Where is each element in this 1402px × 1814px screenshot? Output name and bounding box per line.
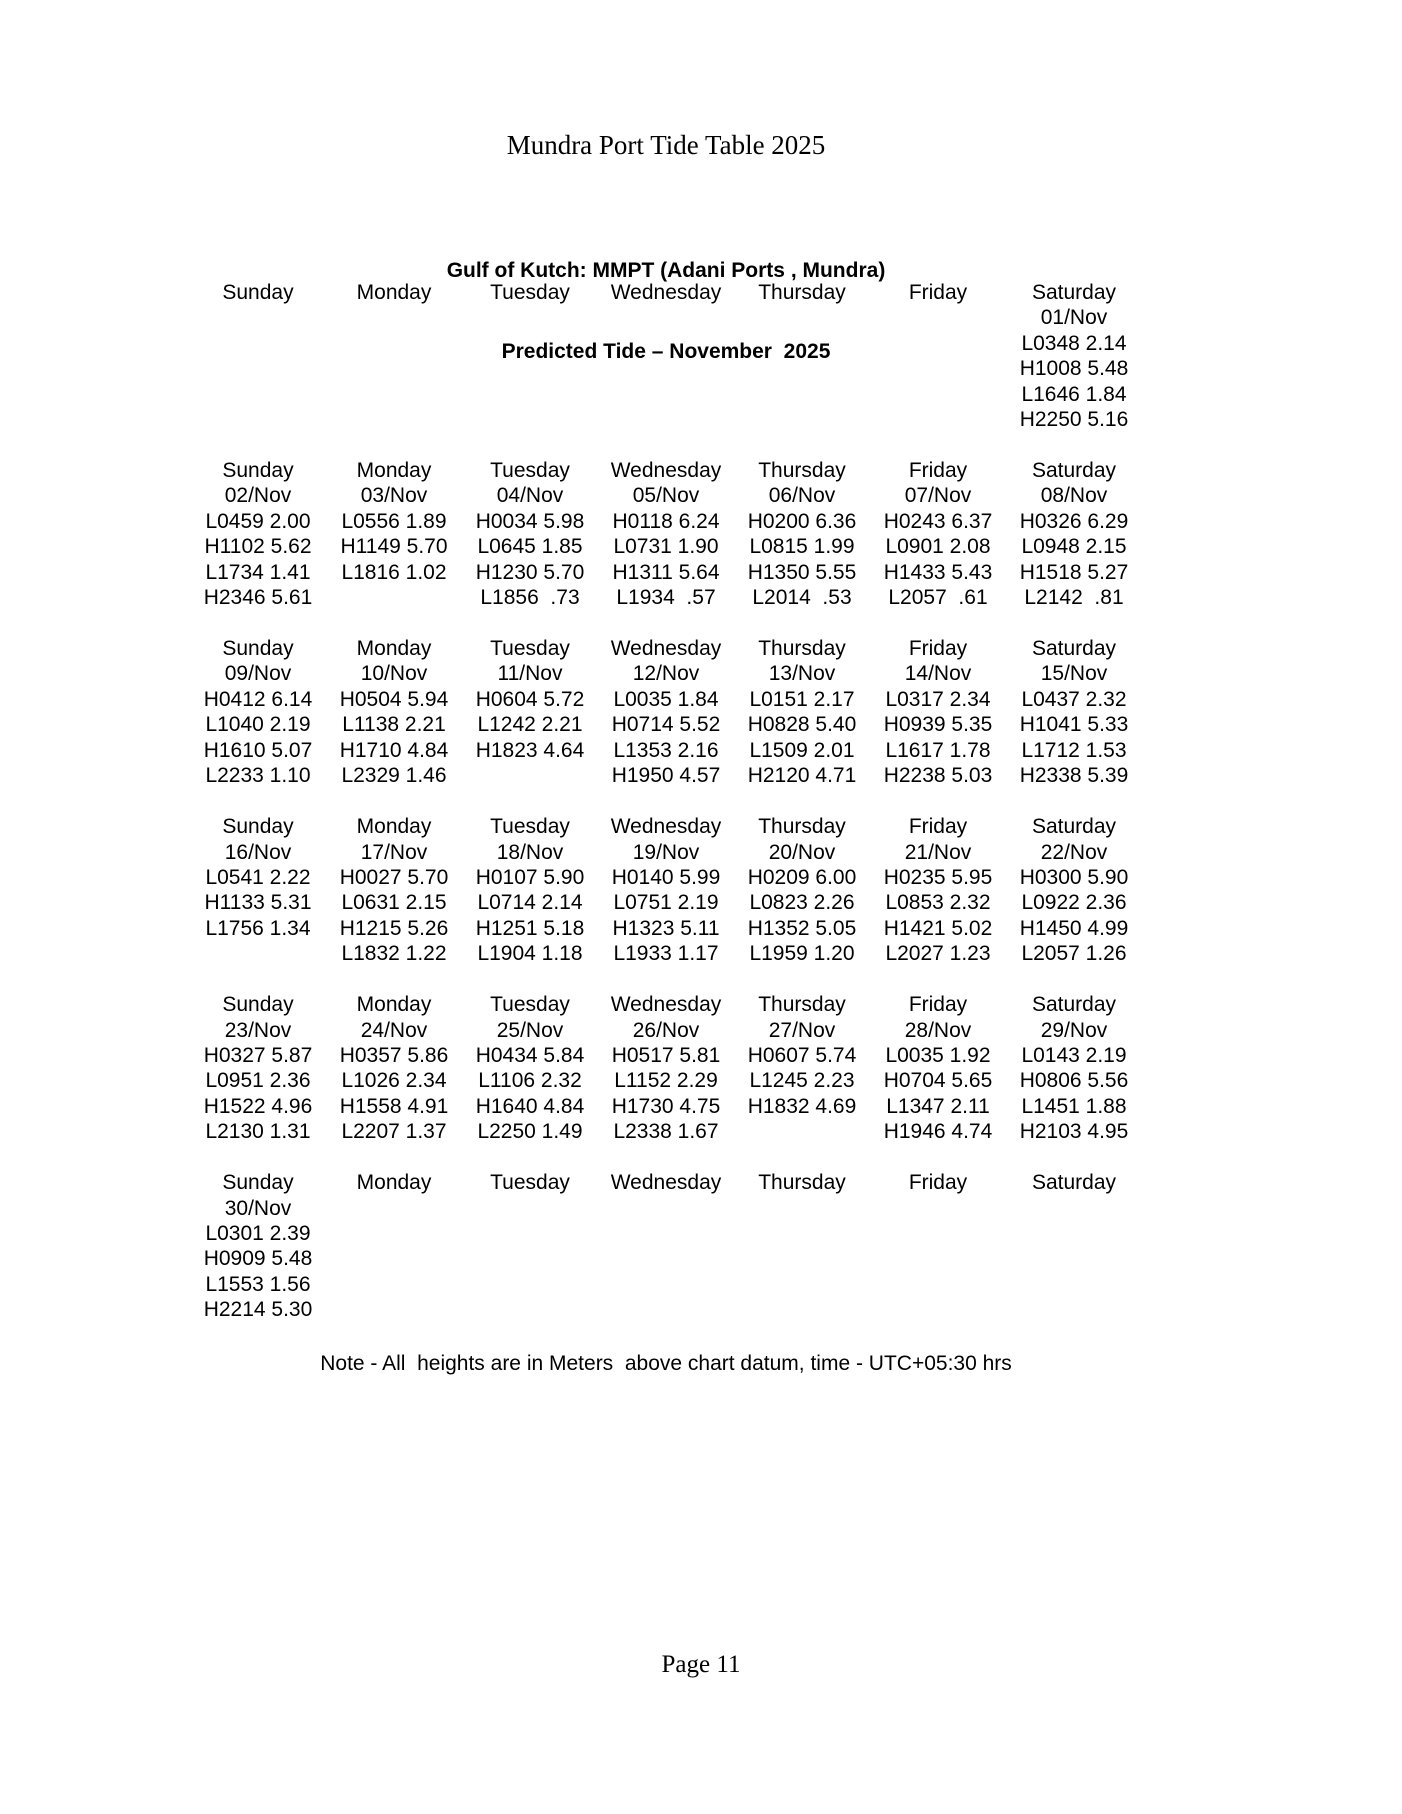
day-date: 23/Nov (224, 1018, 292, 1042)
day-date: 21/Nov (904, 840, 972, 864)
tide-entry: H1518 5.27 (1019, 560, 1129, 584)
tide-entry: L1347 2.11 (886, 1094, 990, 1118)
day-cell (734, 814, 870, 966)
day-cell (870, 1170, 1006, 1322)
day-cell (598, 458, 734, 610)
day-date: 06/Nov (768, 484, 836, 508)
day-cell (598, 280, 734, 432)
day-name: Sunday (222, 281, 294, 304)
day-date: 02/Nov (224, 484, 292, 508)
day-date: 14/Nov (904, 662, 972, 686)
tide-entry: L0301 2.39 (205, 1221, 311, 1245)
tide-entry: L0815 1.99 (749, 535, 855, 559)
day-cell (326, 992, 462, 1144)
day-date: 13/Nov (768, 662, 836, 686)
day-name: Thursday (758, 1171, 846, 1195)
day-cell (734, 636, 870, 788)
tide-entry: H0243 6.37 (883, 509, 993, 533)
tide-entry: L1040 2.19 (205, 713, 311, 737)
day-cell (870, 992, 1006, 1144)
tide-entry: H2346 5.61 (203, 586, 313, 610)
tide-entry: L2338 1.67 (613, 1120, 719, 1144)
tide-entry: L0143 2.19 (1021, 1043, 1127, 1067)
tide-entry: H2338 5.39 (1019, 764, 1129, 788)
day-cell (1006, 636, 1142, 788)
tide-entry: L2130 1.31 (205, 1120, 311, 1144)
day-date: 08/Nov (1040, 484, 1108, 508)
day-name: Friday (908, 1171, 968, 1195)
day-cell (462, 280, 598, 432)
day-date: 10/Nov (360, 662, 428, 686)
day-cell (870, 636, 1006, 788)
day-date: 28/Nov (904, 1018, 972, 1042)
tide-entry: H0140 5.99 (611, 865, 721, 889)
tide-entry: L0459 2.00 (205, 509, 311, 533)
day-name: Wednesday (610, 993, 722, 1017)
day-name: Saturday (1031, 1171, 1117, 1195)
tide-entry: H0300 5.90 (1019, 865, 1129, 889)
day-name: Wednesday (610, 459, 722, 483)
tide-entry: L0645 1.85 (477, 535, 583, 559)
tide-entry: L0556 1.89 (341, 509, 447, 533)
tide-entry: H0607 5.74 (747, 1043, 857, 1067)
tide-entry: L1959 1.20 (749, 942, 855, 966)
tide-entry: L2250 1.49 (477, 1120, 583, 1144)
tide-entry: H1832 4.69 (747, 1094, 857, 1118)
day-name: Sunday (222, 459, 294, 483)
day-name: Wednesday (610, 815, 722, 839)
day-cell (190, 814, 326, 966)
day-name: Tuesday (490, 637, 570, 661)
day-name: Thursday (758, 637, 846, 661)
day-name: Thursday (758, 815, 846, 839)
tide-entry: L2142 .81 (1024, 586, 1124, 610)
tide-entry: L0437 2.32 (1021, 687, 1127, 711)
day-name: Tuesday (490, 993, 570, 1017)
day-name: Tuesday (490, 281, 570, 304)
tide-entry: L0631 2.15 (341, 891, 447, 915)
day-name: Sunday (222, 1171, 294, 1195)
week-row (190, 636, 1142, 788)
tide-entry: L1245 2.23 (749, 1069, 855, 1093)
tide-entry: H1311 5.64 (612, 560, 720, 584)
tide-entry: H2250 5.16 (1019, 408, 1129, 432)
day-date: 19/Nov (632, 840, 700, 864)
tide-entry: L2014 .53 (752, 586, 852, 610)
day-cell (870, 458, 1006, 610)
tide-entry: L1816 1.02 (341, 560, 447, 584)
day-name: Saturday (1031, 993, 1117, 1017)
tide-entry: L2329 1.46 (341, 764, 447, 788)
week-row (190, 280, 1142, 432)
day-cell (190, 636, 326, 788)
day-cell (598, 636, 734, 788)
tide-entry: H2214 5.30 (203, 1298, 313, 1322)
day-name: Sunday (222, 993, 294, 1017)
day-name: Thursday (758, 459, 846, 483)
tide-entry: H0434 5.84 (475, 1043, 585, 1067)
tide-entry: H1149 5.70 (340, 535, 448, 559)
day-name: Monday (356, 993, 432, 1017)
day-date: 04/Nov (496, 484, 564, 508)
tide-entry: H1946 4.74 (883, 1120, 993, 1144)
week-row (190, 814, 1142, 966)
day-cell (598, 1170, 734, 1322)
tide-entry: H1421 5.02 (883, 916, 993, 940)
tide-entry: H0235 5.95 (883, 865, 993, 889)
tide-entry: H0200 6.36 (747, 509, 857, 533)
tide-entry: L0348 2.14 (1021, 331, 1127, 355)
day-name: Saturday (1031, 637, 1117, 661)
tide-entry: H1710 4.84 (339, 738, 449, 762)
day-cell (462, 458, 598, 610)
tide-entry: L0922 2.36 (1021, 891, 1127, 915)
day-name: Wednesday (610, 281, 722, 304)
day-cell (870, 280, 1006, 432)
day-cell (190, 992, 326, 1144)
page-number: Page 11 (661, 1651, 741, 1678)
tide-entry: L1934 .57 (616, 586, 716, 610)
day-cell (1006, 814, 1142, 966)
tide-entry: L0823 2.26 (749, 891, 855, 915)
tide-entry: H0939 5.35 (883, 713, 993, 737)
day-name: Monday (356, 459, 432, 483)
week-row (190, 1170, 1142, 1322)
tide-entry: H1522 4.96 (203, 1094, 313, 1118)
tide-entry: H0357 5.86 (339, 1043, 449, 1067)
tide-entry: L2027 1.23 (885, 942, 991, 966)
tide-entry: L1712 1.53 (1021, 738, 1127, 762)
tide-entry: L1646 1.84 (1021, 382, 1127, 406)
day-cell (1006, 992, 1142, 1144)
day-cell (734, 458, 870, 610)
day-cell (870, 814, 1006, 966)
day-name: Friday (908, 637, 968, 661)
tide-entry: H1352 5.05 (747, 916, 857, 940)
tide-entry: L0714 2.14 (477, 891, 583, 915)
tide-entry: H2238 5.03 (883, 764, 993, 788)
day-name: Sunday (222, 637, 294, 661)
day-date: 05/Nov (632, 484, 700, 508)
tide-entry: H0806 5.56 (1019, 1069, 1129, 1093)
tide-entry: L1832 1.22 (341, 942, 447, 966)
page-title: Mundra Port Tide Table 2025 (506, 130, 826, 160)
tide-entry: H0326 6.29 (1019, 509, 1129, 533)
tide-entry: L1734 1.41 (205, 560, 311, 584)
tide-entry: H0517 5.81 (611, 1043, 721, 1067)
day-date: 27/Nov (768, 1018, 836, 1042)
tide-entry: L0948 2.15 (1021, 535, 1127, 559)
day-date: 30/Nov (224, 1196, 292, 1220)
day-cell (598, 992, 734, 1144)
tide-entry: L0731 1.90 (613, 535, 719, 559)
day-cell (462, 636, 598, 788)
subtitle-period: Predicted Tide – November 2025 (501, 340, 831, 363)
day-date: 03/Nov (360, 484, 428, 508)
day-cell (326, 814, 462, 966)
day-name: Monday (356, 637, 432, 661)
tide-entry: H1102 5.62 (204, 535, 312, 559)
week-row (190, 992, 1142, 1144)
day-cell (326, 1170, 462, 1322)
day-cell (1006, 1170, 1142, 1322)
day-cell (326, 280, 462, 432)
tide-entry: L1856 .73 (480, 586, 580, 610)
tide-entry: L1242 2.21 (477, 713, 583, 737)
tide-entry: H0412 6.14 (203, 687, 313, 711)
tide-entry: L2057 1.26 (1021, 942, 1127, 966)
tide-entry: L1138 2.21 (342, 713, 446, 737)
tide-entry: H0828 5.40 (747, 713, 857, 737)
tide-entry: H0714 5.52 (611, 713, 721, 737)
tide-entry: L1904 1.18 (477, 942, 583, 966)
tide-entry: L0035 1.92 (885, 1043, 991, 1067)
day-cell (734, 280, 870, 432)
day-cell (190, 458, 326, 610)
tide-entry: H1041 5.33 (1019, 713, 1129, 737)
tide-entry: L2057 .61 (888, 586, 988, 610)
tide-entry: H1323 5.11 (612, 916, 720, 940)
day-name: Sunday (222, 815, 294, 839)
tide-entry: H0909 5.48 (203, 1247, 313, 1271)
tide-entry: H2103 4.95 (1019, 1120, 1129, 1144)
tide-entry: H1610 5.07 (203, 738, 313, 762)
tide-entry: H1008 5.48 (1019, 357, 1129, 381)
tide-entry: H0027 5.70 (339, 865, 449, 889)
day-date: 16/Nov (224, 840, 292, 864)
day-date: 26/Nov (632, 1018, 700, 1042)
day-date: 25/Nov (496, 1018, 564, 1042)
tide-entry: H0704 5.65 (883, 1069, 993, 1093)
tide-entry: L0317 2.34 (885, 687, 991, 711)
tide-entry: H0327 5.87 (203, 1043, 313, 1067)
tide-entry: L2233 1.10 (205, 764, 311, 788)
day-cell (326, 636, 462, 788)
day-name: Saturday (1031, 281, 1117, 304)
day-date: 12/Nov (632, 662, 700, 686)
day-name: Tuesday (490, 459, 570, 483)
day-name: Wednesday (610, 637, 722, 661)
tide-entry: L1353 2.16 (613, 738, 719, 762)
day-name: Saturday (1031, 459, 1117, 483)
tide-entry: L2207 1.37 (341, 1120, 447, 1144)
tide-entry: H1433 5.43 (883, 560, 993, 584)
day-cell (190, 1170, 326, 1322)
day-name: Thursday (758, 993, 846, 1017)
day-name: Monday (356, 1171, 432, 1195)
tide-entry: L0951 2.36 (205, 1069, 311, 1093)
day-name: Friday (908, 815, 968, 839)
day-name: Monday (356, 281, 432, 304)
tide-entry: L0853 2.32 (885, 891, 991, 915)
tide-entry: L1451 1.88 (1021, 1094, 1127, 1118)
tide-entry: H0118 6.24 (612, 509, 720, 533)
day-date: 11/Nov (497, 662, 563, 686)
tide-entry: L0151 2.17 (749, 687, 855, 711)
tide-entry: H0034 5.98 (475, 509, 585, 533)
day-cell (1006, 280, 1142, 432)
tide-entry: H0107 5.90 (475, 865, 585, 889)
subtitle-location: Gulf of Kutch: MMPT (Adani Ports , Mundra) (446, 259, 886, 282)
day-name: Saturday (1031, 815, 1117, 839)
tide-entry: L1756 1.34 (205, 916, 311, 940)
tide-entry: L0751 2.19 (613, 891, 719, 915)
tide-entry: L1152 2.29 (614, 1069, 718, 1093)
day-cell (462, 814, 598, 966)
tide-entry: H0504 5.94 (339, 687, 449, 711)
day-date: 29/Nov (1040, 1018, 1108, 1042)
tide-entry: H1215 5.26 (339, 916, 449, 940)
day-name: Friday (908, 993, 968, 1017)
tide-entry: H1230 5.70 (475, 560, 585, 584)
day-name: Thursday (758, 281, 846, 304)
day-date: 15/Nov (1040, 662, 1108, 686)
day-name: Friday (908, 459, 968, 483)
tide-entry: L0541 2.22 (205, 865, 311, 889)
tide-entry: H0209 6.00 (747, 865, 857, 889)
tide-entry: L1617 1.78 (885, 738, 991, 762)
tide-entry: H1640 4.84 (475, 1094, 585, 1118)
day-date: 07/Nov (904, 484, 972, 508)
day-cell (734, 1170, 870, 1322)
day-name: Tuesday (490, 1171, 570, 1195)
tide-entry: L1509 2.01 (749, 738, 855, 762)
tide-entry: L1933 1.17 (613, 942, 719, 966)
day-cell (734, 992, 870, 1144)
tide-table (190, 280, 1142, 1348)
day-cell (462, 1170, 598, 1322)
day-cell (462, 992, 598, 1144)
day-date: 18/Nov (496, 840, 564, 864)
tide-entry: H1133 5.31 (204, 891, 312, 915)
day-cell (1006, 458, 1142, 610)
day-name: Tuesday (490, 815, 570, 839)
day-date: 17/Nov (360, 840, 428, 864)
tide-entry: L1106 2.32 (478, 1069, 582, 1093)
footnote: Note - All heights are in Meters above chart datum, time - UTC+05:30 hrs (320, 1352, 1012, 1375)
day-date: 22/Nov (1040, 840, 1108, 864)
day-date: 20/Nov (768, 840, 836, 864)
tide-entry: H1350 5.55 (747, 560, 857, 584)
tide-entry: H1950 4.57 (611, 764, 721, 788)
week-row (190, 458, 1142, 610)
day-cell (326, 458, 462, 610)
tide-entry: L0035 1.84 (613, 687, 719, 711)
day-cell (598, 814, 734, 966)
tide-entry: H0604 5.72 (475, 687, 585, 711)
tide-entry: L1553 1.56 (205, 1272, 311, 1296)
tide-entry: H1823 4.64 (475, 738, 585, 762)
day-name: Wednesday (610, 1171, 722, 1195)
day-name: Monday (356, 815, 432, 839)
day-date: 24/Nov (360, 1018, 428, 1042)
tide-entry: H1730 4.75 (611, 1094, 721, 1118)
tide-entry: H1558 4.91 (339, 1094, 449, 1118)
day-name: Friday (908, 281, 968, 304)
day-date: 01/Nov (1040, 306, 1108, 330)
tide-entry: L1026 2.34 (341, 1069, 447, 1093)
tide-entry: H1251 5.18 (475, 916, 585, 940)
tide-entry: L0901 2.08 (885, 535, 991, 559)
tide-entry: H1450 4.99 (1019, 916, 1129, 940)
day-date: 09/Nov (224, 662, 292, 686)
day-cell (190, 280, 326, 432)
tide-entry: H2120 4.71 (747, 764, 857, 788)
